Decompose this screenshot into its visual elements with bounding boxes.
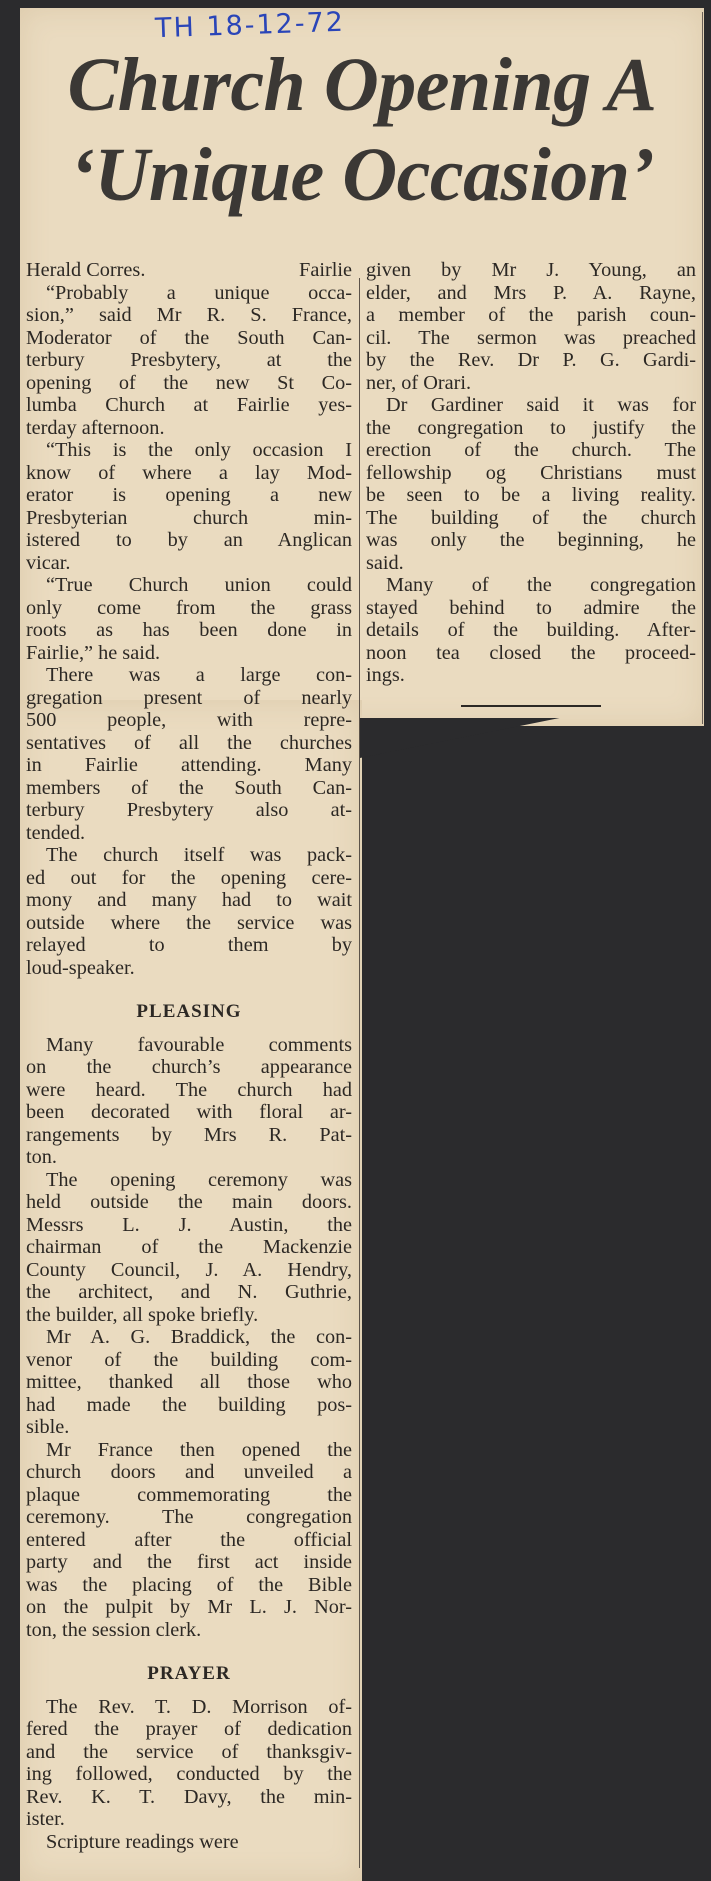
text-line: Dr Gardiner said it was for bbox=[386, 394, 696, 416]
article-paragraph bbox=[26, 574, 352, 664]
text-line: istered to by an Anglican bbox=[26, 529, 352, 551]
text-line: mittee, thanked all those who bbox=[26, 1371, 352, 1393]
text-line: roots as has been done in bbox=[26, 619, 352, 641]
text-line: mony and many had to wait bbox=[26, 889, 352, 911]
byline bbox=[26, 259, 352, 282]
text-line: Many of the congregation bbox=[386, 574, 696, 596]
text-line: lumba Church at Fairlie yes- bbox=[26, 394, 352, 416]
article-paragraph bbox=[366, 259, 696, 394]
text-line: been decorated with floral ar- bbox=[26, 1101, 352, 1123]
text-line: opening of the new St Co- bbox=[26, 371, 352, 394]
text-line: loud-speaker. bbox=[26, 956, 135, 979]
article-paragraph bbox=[26, 1034, 352, 1169]
handwritten-date-note: TH 18-12-72 bbox=[154, 6, 346, 45]
text-line: elder, and Mrs P. A. Rayne, bbox=[366, 281, 696, 304]
text-line: vicar. bbox=[26, 551, 71, 574]
text-line: be seen to be a living reality. bbox=[366, 484, 696, 506]
text-line: noon tea closed the proceed- bbox=[366, 641, 696, 664]
text-line: outside where the service was bbox=[26, 911, 352, 934]
text-line: was the placing of the Bible bbox=[26, 1573, 352, 1596]
text-line: said. bbox=[366, 551, 404, 574]
text-line: venor of the building com- bbox=[26, 1348, 352, 1371]
text-line: the builder, all spoke briefly. bbox=[26, 1303, 259, 1326]
text-line: gregation present of nearly bbox=[26, 686, 352, 709]
text-line: a member of the parish coun- bbox=[366, 304, 696, 326]
text-line: party and the first act inside bbox=[26, 1551, 352, 1573]
left-paragraphs-2 bbox=[26, 1034, 352, 1642]
text-line: the congregation to justify the bbox=[366, 416, 696, 439]
left-paragraphs-1 bbox=[26, 282, 352, 980]
article-paragraph bbox=[26, 664, 352, 844]
text-line: sion,” said Mr R. S. France, bbox=[26, 304, 352, 326]
text-line: “Probably a unique occa- bbox=[46, 281, 352, 304]
text-line: terbury Presbytery also at- bbox=[26, 799, 352, 821]
text-line: Rev. K. T. Davy, the min- bbox=[26, 1785, 352, 1808]
text-line: Scripture readings were bbox=[46, 1830, 239, 1853]
text-line: fellowship og Christians must bbox=[366, 461, 696, 484]
text-line: “This is the only occasion I bbox=[46, 439, 352, 461]
byline-source: Herald Corres. bbox=[26, 259, 146, 281]
text-line: on the pulpit by Mr L. J. Nor- bbox=[26, 1596, 352, 1618]
text-line: church doors and unveiled a bbox=[26, 1461, 352, 1483]
end-of-article-rule bbox=[461, 705, 601, 707]
right-column bbox=[366, 259, 696, 707]
text-line: by the Rev. Dr P. G. Gardi- bbox=[366, 349, 696, 371]
article-paragraph bbox=[26, 1831, 352, 1854]
subhead-pleasing: PLEASING bbox=[136, 1001, 242, 1022]
text-line: had made the building pos- bbox=[26, 1393, 352, 1416]
left-column bbox=[26, 259, 352, 1853]
text-line: the architect, and N. Guthrie, bbox=[26, 1281, 352, 1303]
byline-location: Fairlie bbox=[299, 259, 352, 281]
text-line: 500 people, with repre- bbox=[26, 709, 352, 731]
text-line: fered the prayer of dedication bbox=[26, 1718, 352, 1740]
text-line: relayed to them by bbox=[26, 934, 352, 956]
text-line: and the service of thanksgiv- bbox=[26, 1740, 352, 1763]
text-line: “True Church union could bbox=[46, 574, 352, 596]
text-line: ceremony. The congregation bbox=[26, 1506, 352, 1528]
text-line: only come from the grass bbox=[26, 596, 352, 619]
text-line: Moderator of the South Can- bbox=[26, 326, 352, 349]
text-line: There was a large con- bbox=[46, 664, 352, 686]
text-line: Mr A. G. Braddick, the con- bbox=[46, 1326, 352, 1348]
text-line: Messrs L. J. Austin, the bbox=[26, 1213, 352, 1236]
article-paragraph bbox=[26, 1439, 352, 1642]
text-line: ton. bbox=[26, 1146, 57, 1168]
text-line: Fairlie,” he said. bbox=[26, 641, 161, 664]
text-line: entered after the official bbox=[26, 1528, 352, 1551]
text-line: held outside the main doors. bbox=[26, 1191, 352, 1213]
text-line: was only the beginning, he bbox=[366, 529, 696, 551]
text-line: The building of the church bbox=[366, 506, 696, 529]
right-paragraphs bbox=[366, 259, 696, 687]
text-line: The opening ceremony was bbox=[46, 1168, 352, 1191]
text-line: ed out for the opening cere- bbox=[26, 866, 352, 889]
text-line: sentatives of all the churches bbox=[26, 731, 352, 754]
headline bbox=[20, 40, 704, 220]
text-line: were heard. The church had bbox=[26, 1078, 352, 1101]
text-line: stayed behind to admire the bbox=[366, 596, 696, 619]
text-line: ton, the session clerk. bbox=[26, 1618, 202, 1641]
text-line: Presbyterian church min- bbox=[26, 506, 352, 529]
text-line: County Council, J. A. Hendry, bbox=[26, 1258, 352, 1281]
text-line: rangements by Mrs R. Pat- bbox=[26, 1123, 352, 1146]
text-line: sible. bbox=[26, 1416, 70, 1438]
text-line: ner, of Orari. bbox=[366, 371, 472, 394]
text-line: cil. The sermon was preached bbox=[366, 326, 696, 349]
column-divider bbox=[359, 278, 360, 1868]
text-line: given by Mr J. Young, an bbox=[366, 259, 696, 281]
text-line: terday afternoon. bbox=[26, 416, 165, 439]
text-line: The church itself was pack- bbox=[46, 844, 352, 866]
article-paragraph bbox=[26, 282, 352, 440]
text-line: ister. bbox=[26, 1808, 65, 1830]
text-line: members of the South Can- bbox=[26, 776, 352, 799]
text-line: in Fairlie attending. Many bbox=[26, 754, 352, 776]
article-paragraph bbox=[26, 1169, 352, 1327]
left-paragraphs-3 bbox=[26, 1696, 352, 1854]
headline-line-1: Church Opening A bbox=[67, 43, 657, 127]
text-line: ing followed, conducted by the bbox=[26, 1763, 352, 1785]
text-line: terbury Presbytery, at the bbox=[26, 349, 352, 371]
subhead-prayer: PRAYER bbox=[147, 1663, 231, 1684]
article-paragraph bbox=[26, 1326, 352, 1439]
text-line: Many favourable comments bbox=[46, 1033, 352, 1056]
text-line: chairman of the Mackenzie bbox=[26, 1236, 352, 1258]
text-line: Mr France then opened the bbox=[46, 1438, 352, 1461]
headline-line-2: ‘Unique Occasion’ bbox=[69, 133, 655, 217]
text-line: plaque commemorating the bbox=[26, 1483, 352, 1506]
text-line: on the church’s appearance bbox=[26, 1056, 352, 1078]
article-paragraph bbox=[26, 439, 352, 574]
text-line: details of the building. After- bbox=[366, 619, 696, 641]
text-line: ings. bbox=[366, 664, 405, 686]
text-line: The Rev. T. D. Morrison of- bbox=[46, 1695, 352, 1718]
article-paragraph bbox=[366, 394, 696, 574]
text-line: tended. bbox=[26, 821, 86, 844]
text-line: erator is opening a new bbox=[26, 484, 352, 506]
text-line: know of where a lay Mod- bbox=[26, 461, 352, 484]
article-paragraph bbox=[366, 574, 696, 687]
article-paragraph bbox=[26, 844, 352, 979]
article-paragraph bbox=[26, 1696, 352, 1831]
text-line: erection of the church. The bbox=[366, 439, 696, 461]
